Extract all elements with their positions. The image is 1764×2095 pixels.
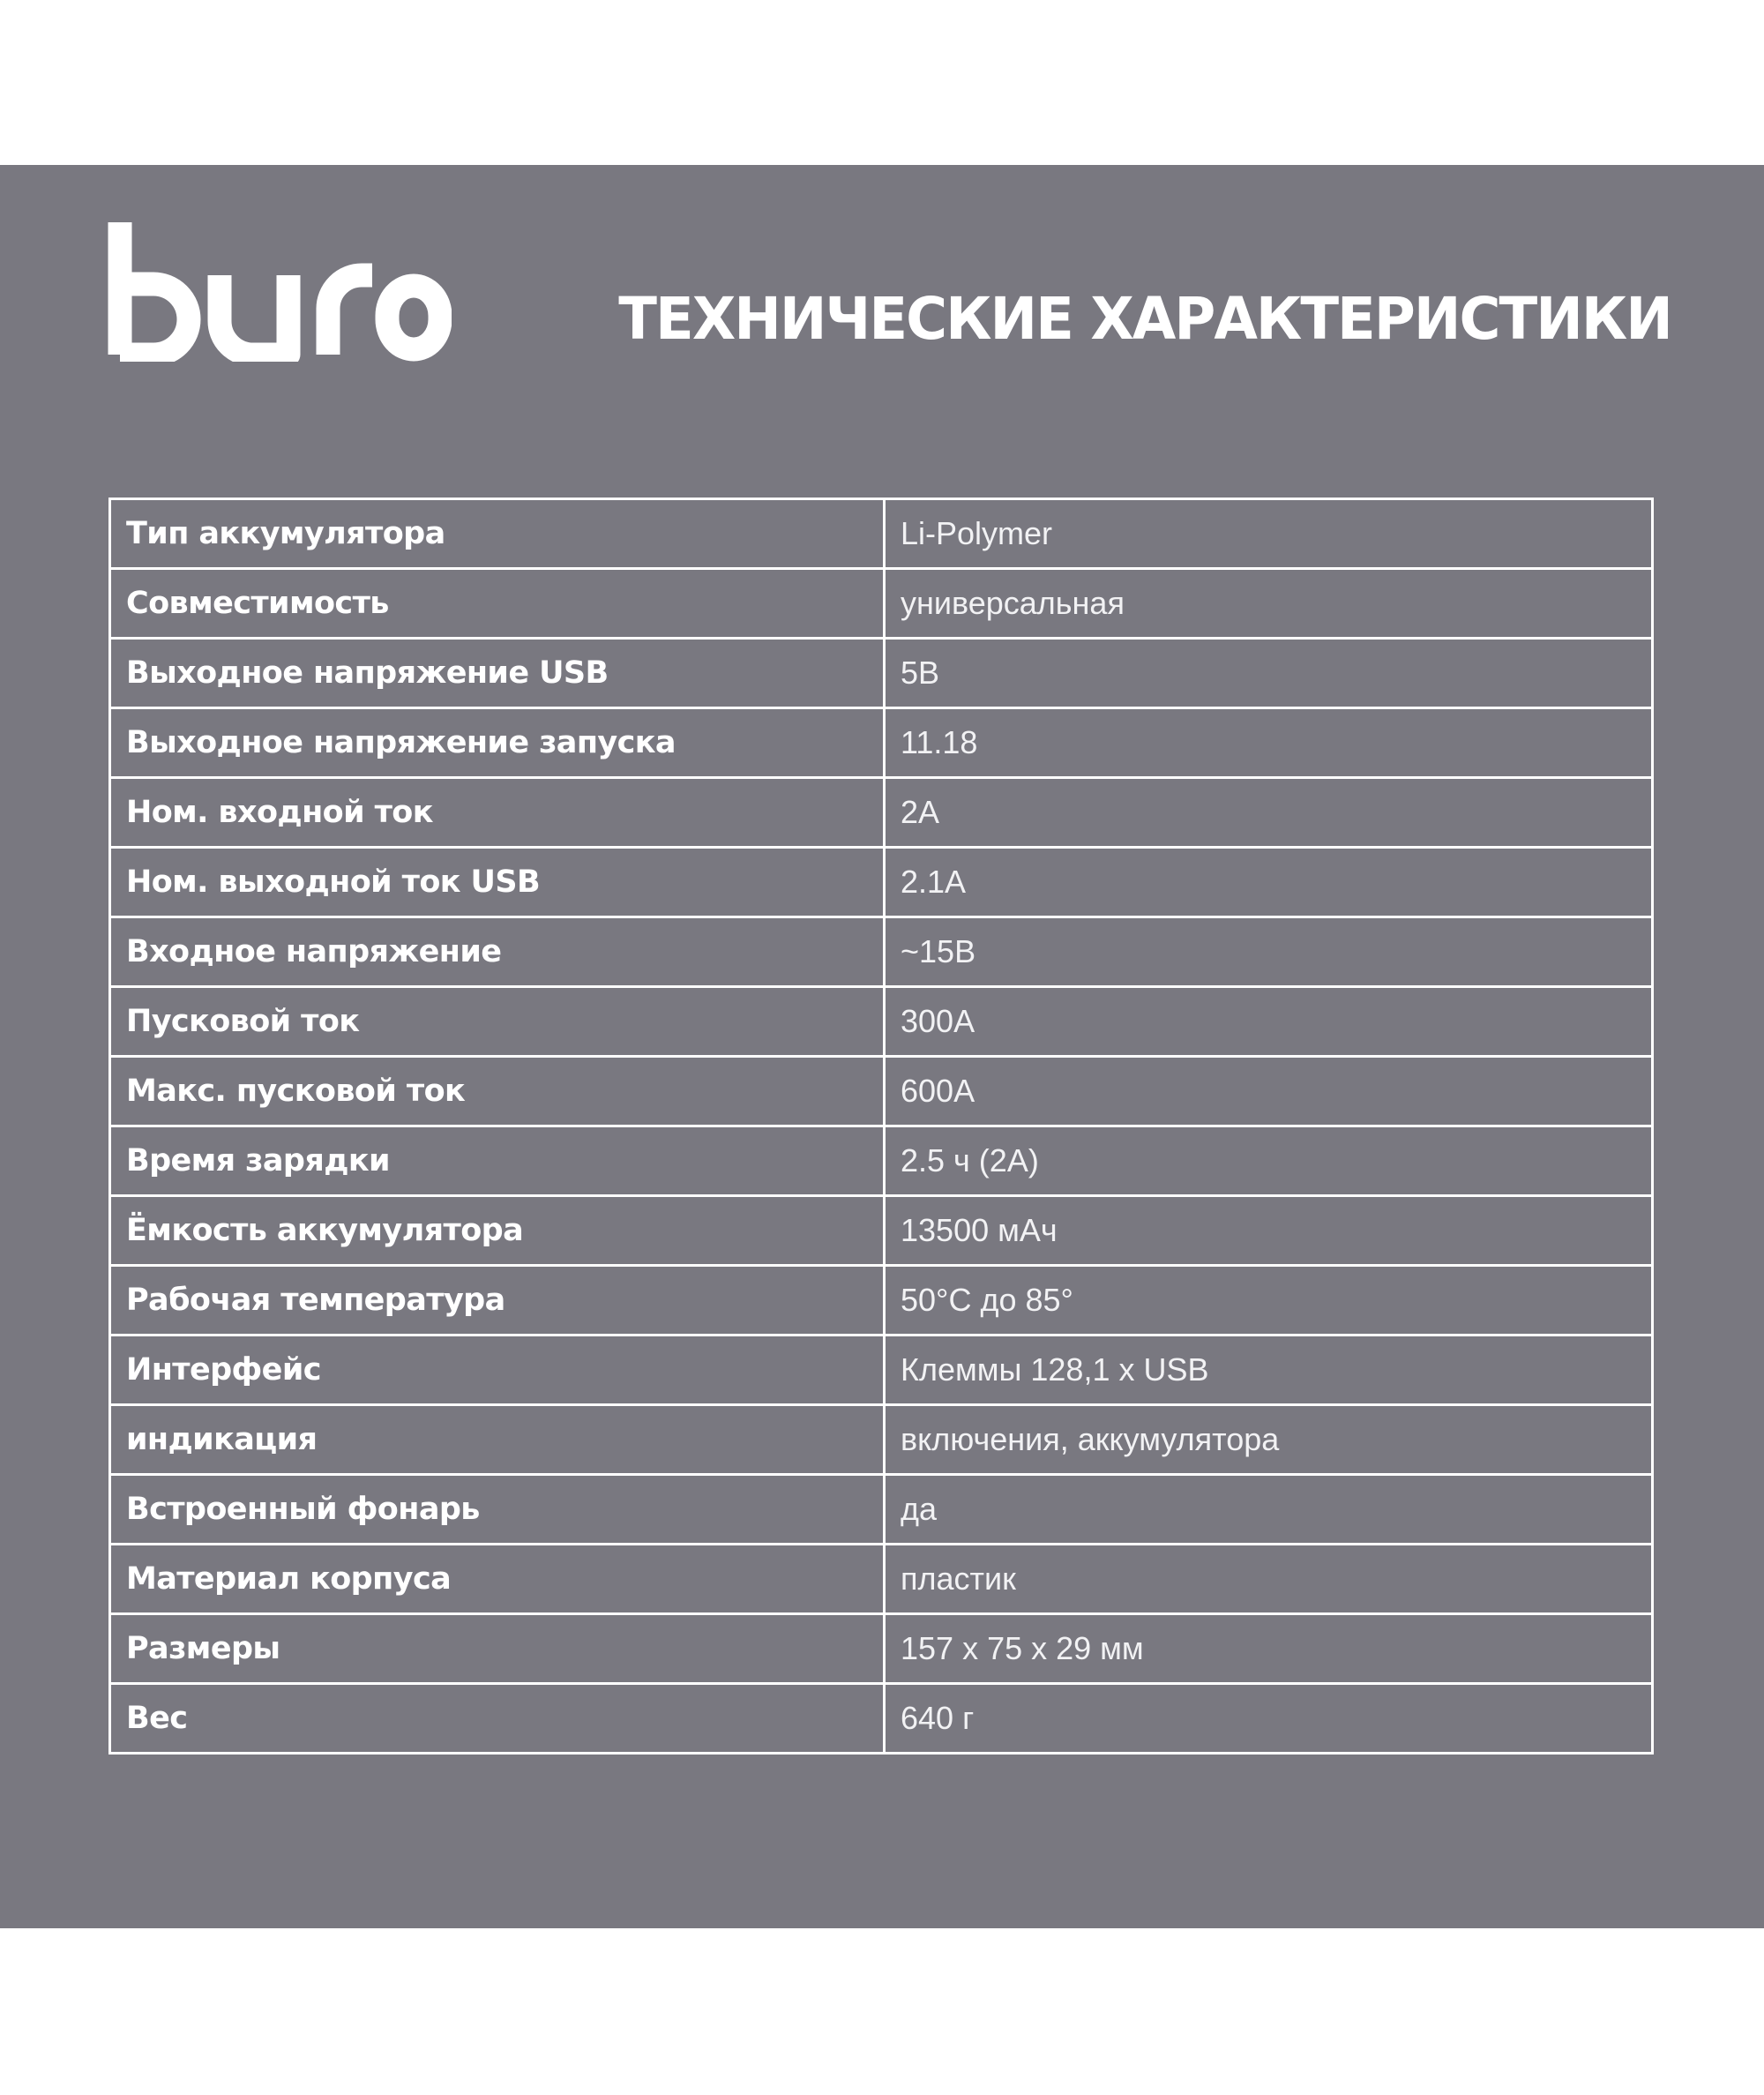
- spec-row: [110, 1475, 1653, 1545]
- spec-value: 5В: [885, 639, 1653, 708]
- spec-row: [110, 778, 1653, 848]
- spec-row: [110, 848, 1653, 917]
- spec-row: [110, 499, 1653, 569]
- spec-label: Интерфейс: [110, 1336, 885, 1405]
- spec-row: [110, 987, 1653, 1057]
- spec-label: Макс. пусковой ток: [110, 1057, 885, 1126]
- spec-label: Тип аккумулятора: [110, 499, 885, 569]
- spec-label: Материал корпуса: [110, 1545, 885, 1614]
- spec-label: Ном. выходной ток USB: [110, 848, 885, 917]
- spec-label: Пусковой ток: [110, 987, 885, 1057]
- spec-value: Клеммы 128,1 x USB: [885, 1336, 1653, 1405]
- spec-value: 11.18: [885, 708, 1653, 778]
- spec-row: [110, 1684, 1653, 1754]
- spec-value: 300А: [885, 987, 1653, 1057]
- specs-table: [108, 498, 1654, 1755]
- spec-value: пластик: [885, 1545, 1653, 1614]
- spec-value: универсальная: [885, 569, 1653, 639]
- spec-row: [110, 1614, 1653, 1684]
- spec-row: [110, 569, 1653, 639]
- spec-row: [110, 1196, 1653, 1266]
- spec-label: Размеры: [110, 1614, 885, 1684]
- spec-row: [110, 1336, 1653, 1405]
- spec-value: 2А: [885, 778, 1653, 848]
- spec-row: [110, 708, 1653, 778]
- spec-row: [110, 1266, 1653, 1336]
- spec-label: Выходное напряжение USB: [110, 639, 885, 708]
- spec-value: Li-Polymer: [885, 499, 1653, 569]
- spec-label: Рабочая температура: [110, 1266, 885, 1336]
- spec-label: Время зарядки: [110, 1126, 885, 1196]
- spec-row: [110, 1057, 1653, 1126]
- spec-value: включения, аккумулятора: [885, 1405, 1653, 1475]
- spec-row: [110, 1545, 1653, 1614]
- spec-label: Выходное напряжение запуска: [110, 708, 885, 778]
- buro-logo-icon: [108, 222, 452, 362]
- spec-label: Ёмкость аккумулятора: [110, 1196, 885, 1266]
- spec-row: [110, 639, 1653, 708]
- spec-label: Совместимость: [110, 569, 885, 639]
- spec-label: Встроенный фонарь: [110, 1475, 885, 1545]
- spec-value: 600А: [885, 1057, 1653, 1126]
- page-title: ТЕХНИЧЕСКИЕ ХАРАКТЕРИСТИКИ: [618, 285, 1671, 353]
- spec-label: индикация: [110, 1405, 885, 1475]
- spec-label: Входное напряжение: [110, 917, 885, 987]
- spec-value: 50°С до 85°: [885, 1266, 1653, 1336]
- spec-value: 157 x 75 x 29 мм: [885, 1614, 1653, 1684]
- spec-row: [110, 1405, 1653, 1475]
- spec-row: [110, 917, 1653, 987]
- spec-label: Ном. входной ток: [110, 778, 885, 848]
- spec-value: 640 г: [885, 1684, 1653, 1754]
- spec-value: 13500 мАч: [885, 1196, 1653, 1266]
- spec-label: Вес: [110, 1684, 885, 1754]
- spec-value: ~15В: [885, 917, 1653, 987]
- spec-value: 2.1А: [885, 848, 1653, 917]
- spec-row: [110, 1126, 1653, 1196]
- spec-value: 2.5 ч (2А): [885, 1126, 1653, 1196]
- spec-value: да: [885, 1475, 1653, 1545]
